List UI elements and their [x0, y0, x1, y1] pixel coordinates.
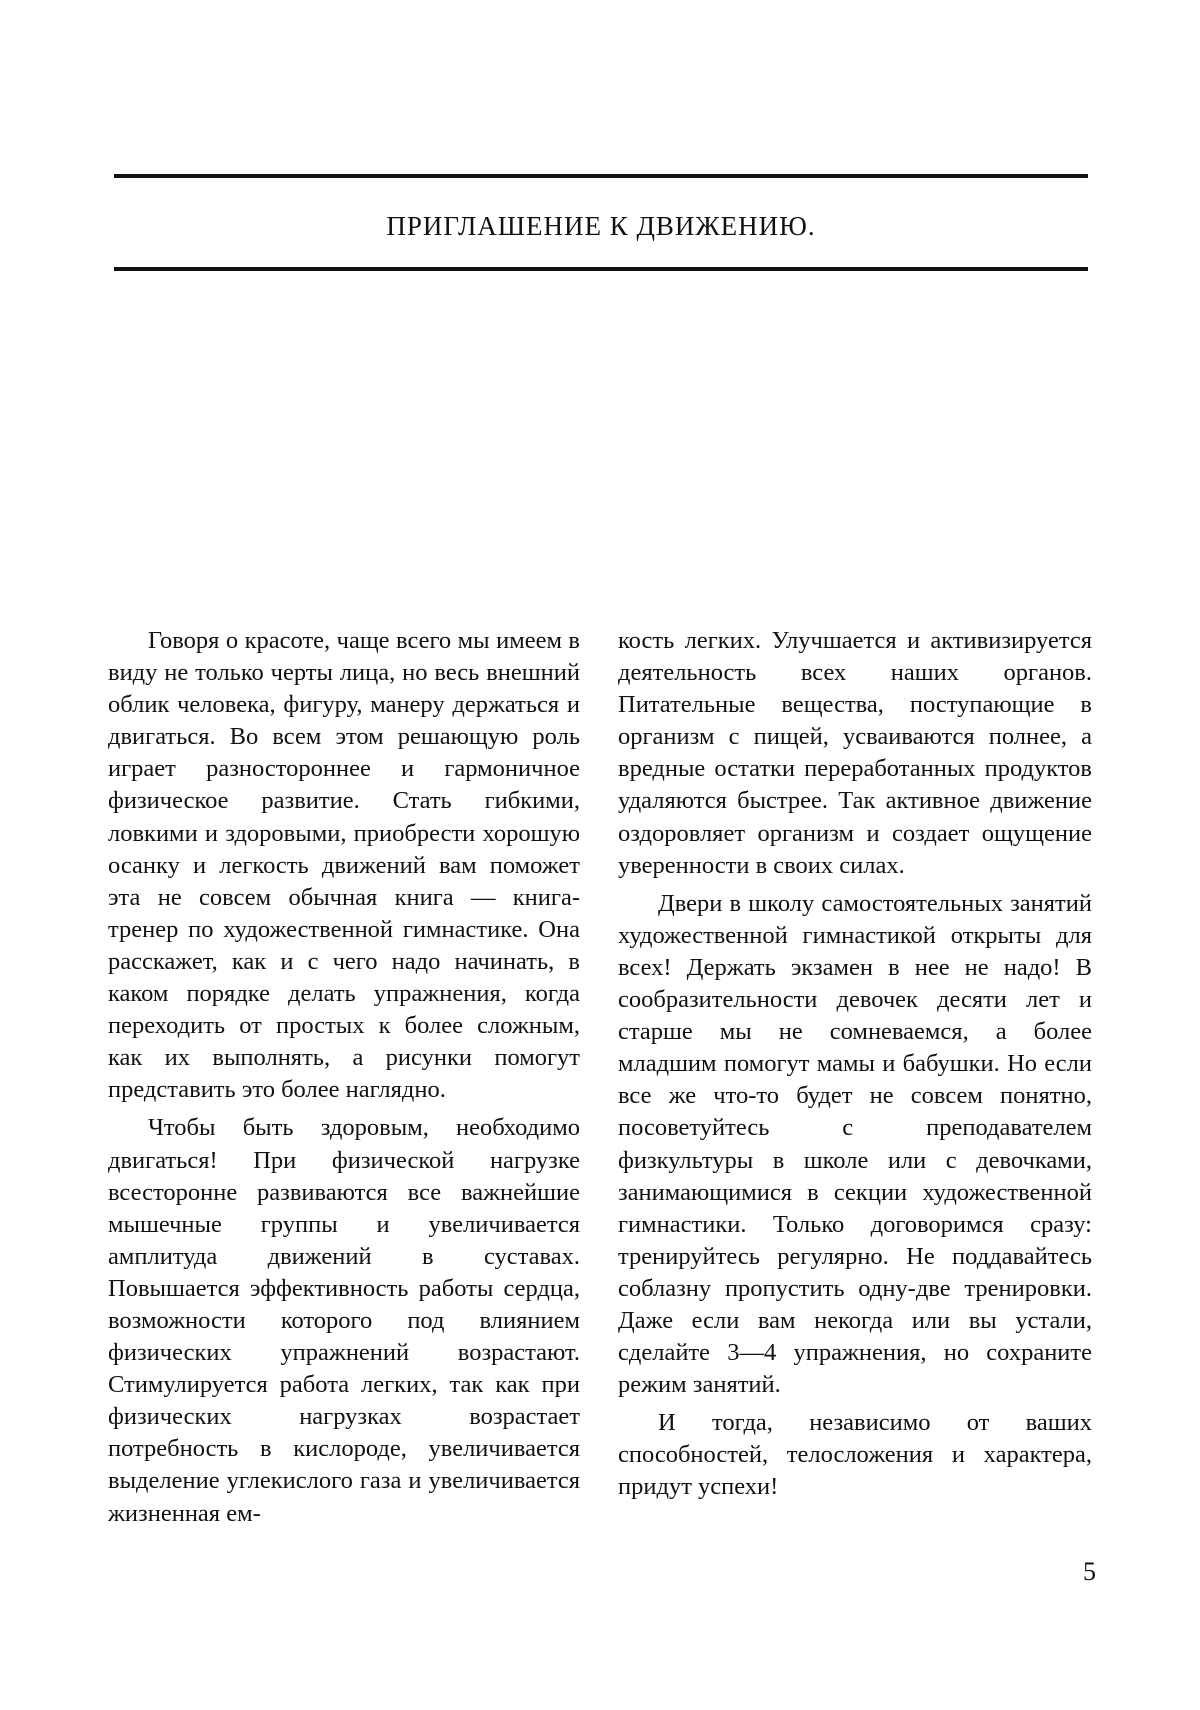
header-top-rule	[114, 174, 1088, 178]
paragraph-beauty: Говоря о красоте, чаще всего мы имеем в виду не только черты лица, но весь внешний облик человека, фигуру, манеру держаться и двигаться. Во всем этом решающую роль играет разностороннее и гармоничное физическое развитие. Стать гибкими, ловкими и здоровыми, приобрести хорошую осанку и легкость движений вам поможет эта не совсем обычная книга — книга-тренер по художественной гимнастике. Она расскажет, как и с чего надо начинать, в каком порядке делать упражнения, когда переходить от простых к более сложным, как их выполнять, а рисунки помогут представить это более наглядно.	[108, 625, 580, 1106]
paragraph-school: Двери в школу самостоятельных занятий художественной гимнастикой открыты для всех! Держать экзамен в нее не надо! В сообразительности девочек десяти лет и старше мы не сомневаемся, а более младшим помогут мамы и бабушки. Но если все же что-то будет не совсем понятно, посоветуйтесь с преподавателем физкультуры в школе или с девочками, занимающимися в секции художественной гимнастики. Только договоримся сразу: тренируйтесь регулярно. Не поддавайтесь соблазну пропустить одну-две тренировки. Даже если вам некогда или вы устали, сделайте 3—4 упражнения, но сохраните режим занятий.	[618, 888, 1092, 1402]
paragraph-health-continued: кость легких. Улучшается и активизируется деятельность всех наших органов. Питательные вещества, поступающие в организм с пищей, усваиваются полнее, а вредные остатки переработанных продуктов удаляются быстрее. Так активное движение оздоровляет организм и создает ощущение уверенности в своих силах.	[618, 625, 1092, 882]
page-title: ПРИГЛАШЕНИЕ К ДВИЖЕНИЮ.	[114, 206, 1088, 246]
page-number: 5	[1064, 1557, 1096, 1587]
header-bottom-rule	[114, 267, 1088, 271]
paragraph-success: И тогда, независимо от ваших способностей, телосложения и характера, придут успехи!	[618, 1407, 1092, 1503]
paragraph-health: Чтобы быть здоровым, необходимо двигаться! При физической нагрузке всесторонне развиваются все важнейшие мышечные группы и увеличивается амплитуда движений в суставах. Повышается эффективность работы сердца, возможности которого под влиянием физических упражнений возрастают. Стимулируется работа легких, так как при физических нагрузках возрастает потребность в кислороде, увеличивается выделение углекислого газа и увеличивается жизненная ем-	[108, 1112, 580, 1529]
right-text-column	[618, 625, 1092, 1510]
left-text-column	[108, 625, 580, 1536]
